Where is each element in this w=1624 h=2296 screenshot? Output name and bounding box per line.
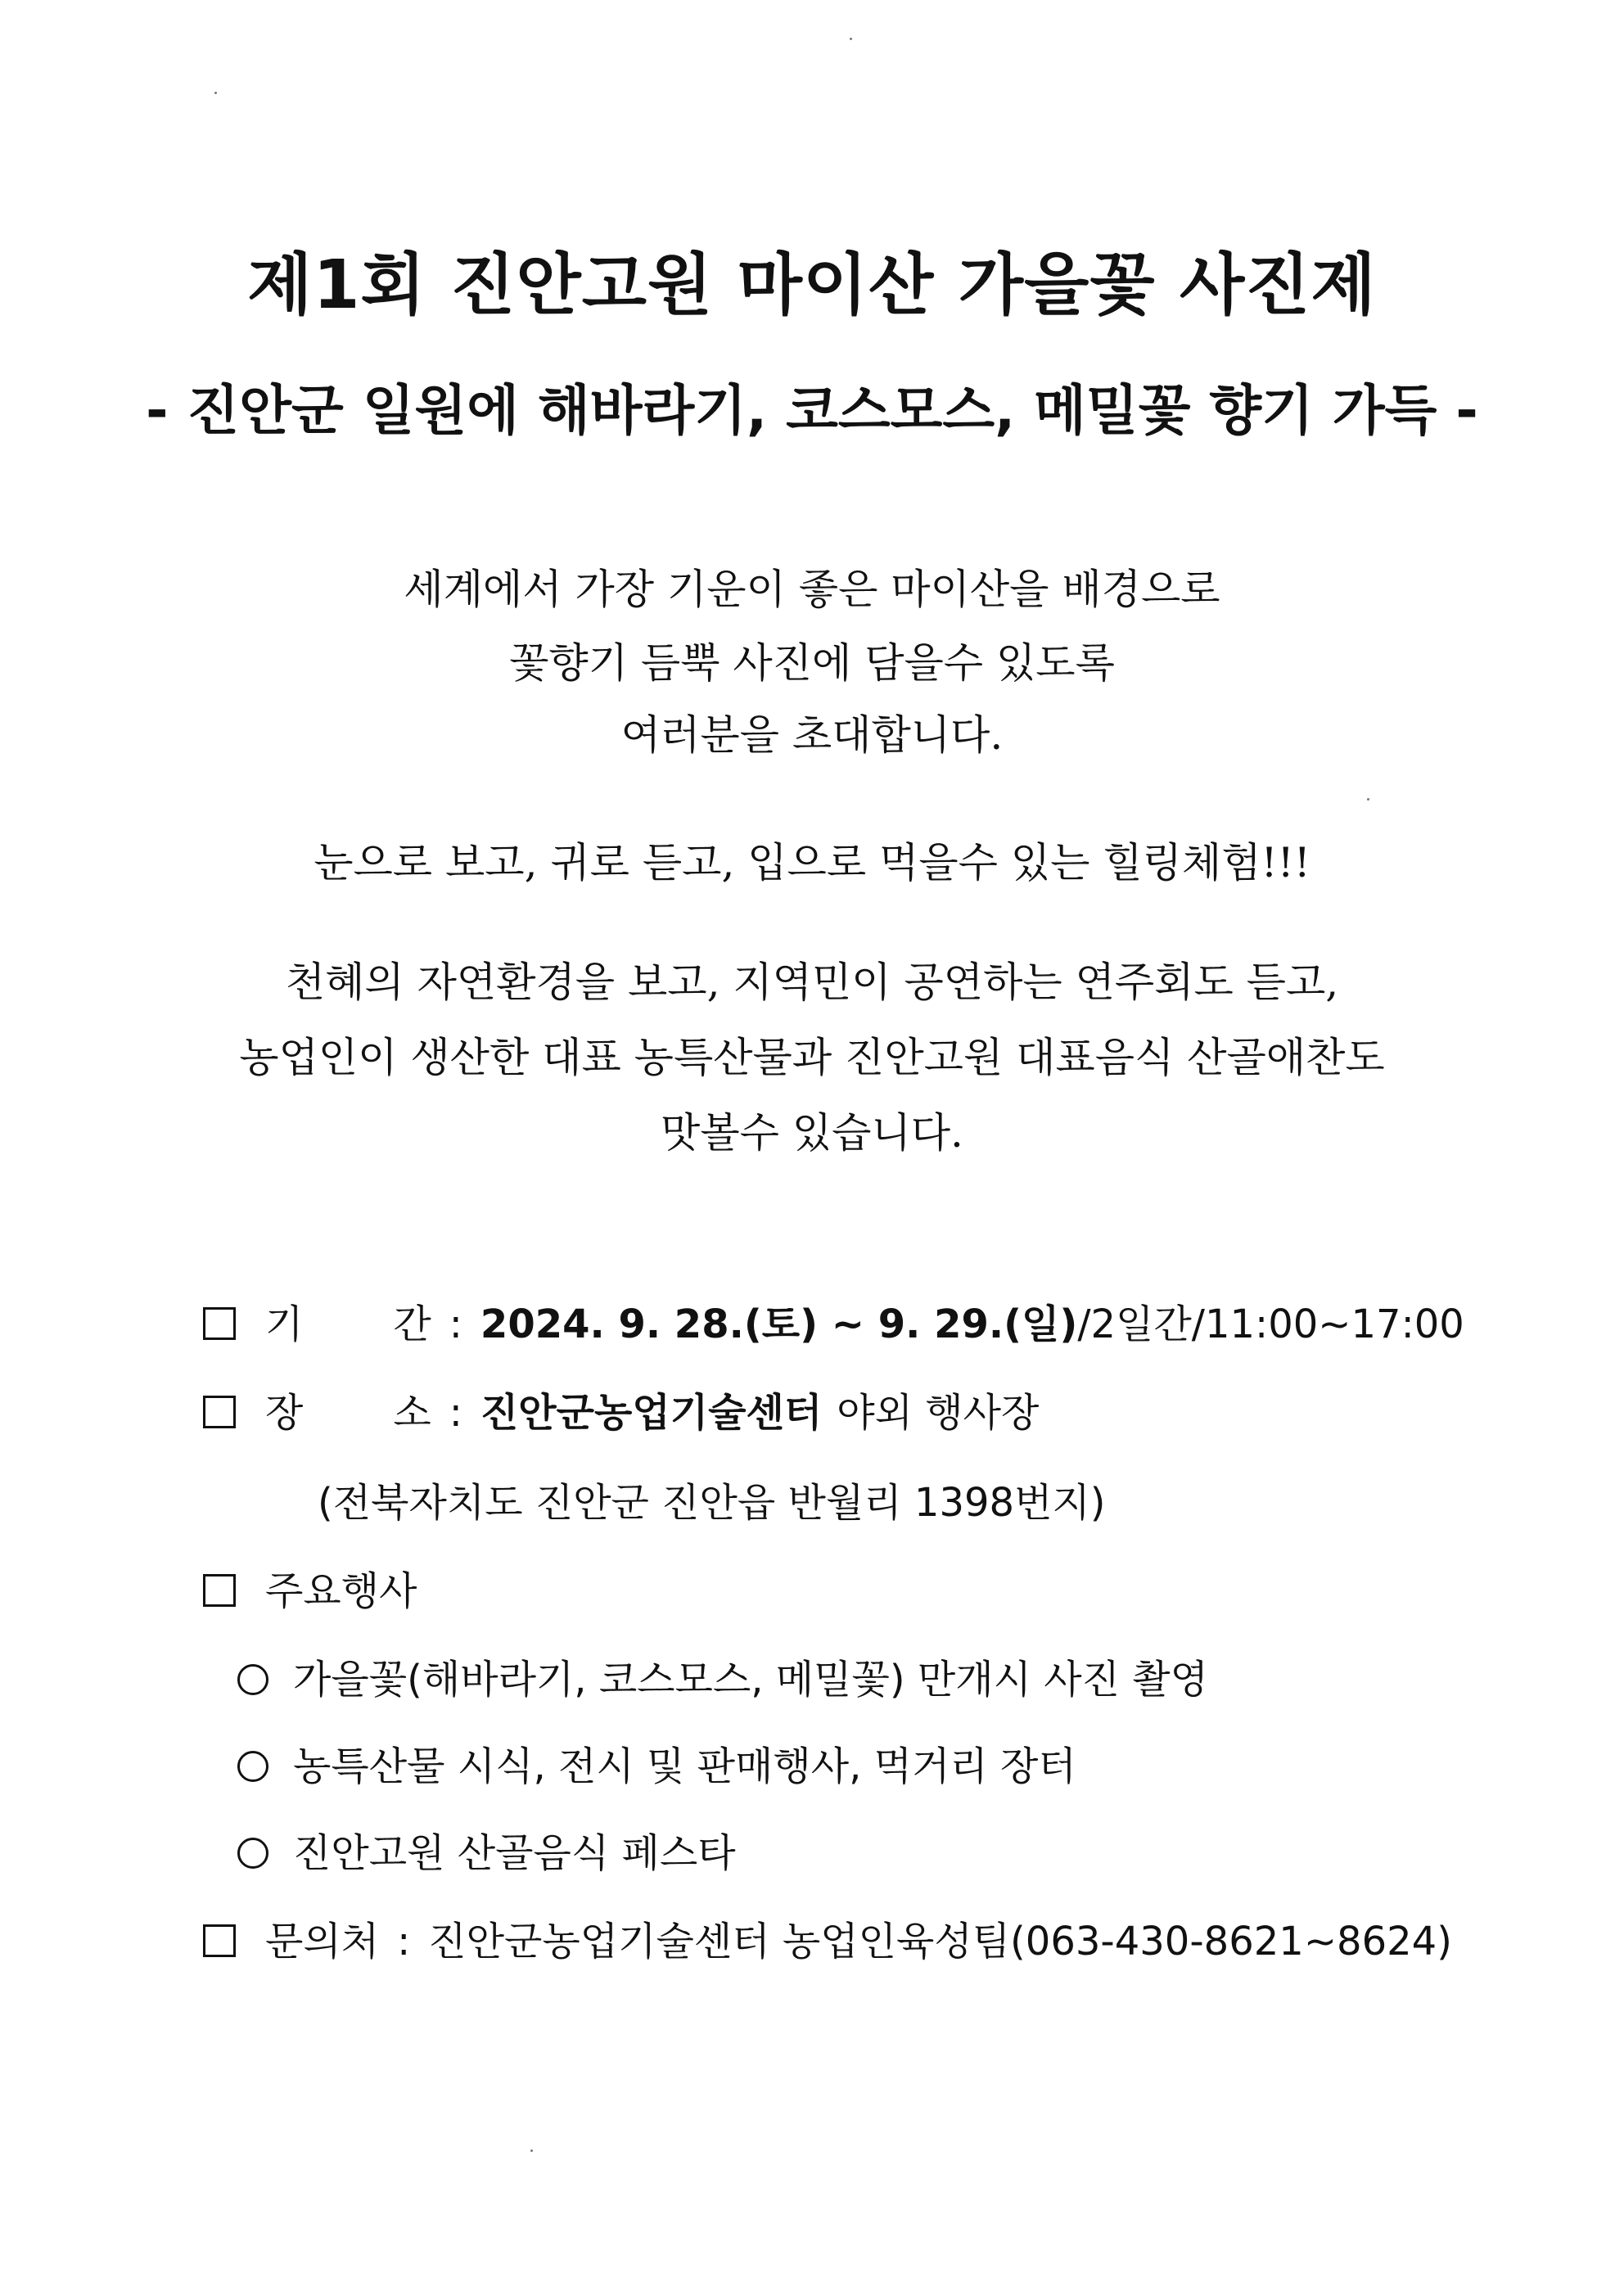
description-line-2: 농업인이 생산한 대표 농특산물과 진안고원 대표음식 산골애찬도 xyxy=(239,1034,1385,1081)
scan-speck xyxy=(530,2149,533,2152)
event-item-2: 농특산물 시식, 전시 및 판매행사, 먹거리 장터 xyxy=(293,1743,1076,1789)
checkbox-square-icon xyxy=(203,1574,236,1607)
scan-speck xyxy=(850,38,852,40)
venue-address: (전북자치도 진안군 진안읍 반월리 1398번지) xyxy=(318,1480,1106,1526)
period-row xyxy=(203,1301,1464,1349)
venue-separator: : xyxy=(449,1390,462,1436)
period-label-first: 기 xyxy=(265,1301,304,1347)
venue-detail: 야외 행사장 xyxy=(837,1390,1040,1436)
event-item-1: 가을꽃(해바라기, 코스모스, 메밀꽃) 만개시 사진 촬영 xyxy=(293,1657,1208,1703)
checkbox-square-icon xyxy=(203,1924,236,1957)
period-separator: : xyxy=(449,1301,462,1347)
intro-line-2: 꽃향기 듬뿍 사진에 담을수 있도록 xyxy=(509,639,1115,687)
list-item xyxy=(237,1830,736,1878)
contact-label: 문의처 xyxy=(265,1919,380,1964)
events-row xyxy=(203,1568,417,1616)
venue-label-last: 소 xyxy=(393,1390,431,1436)
contact-separator: : xyxy=(397,1919,411,1964)
circle-bullet-icon xyxy=(237,1838,268,1869)
contact-row xyxy=(203,1919,1452,1966)
checkbox-square-icon xyxy=(203,1396,236,1428)
intro-line-1: 세계에서 가장 기운이 좋은 마이산을 배경으로 xyxy=(404,566,1220,613)
period-duration: /2일간/11:00~17:00 xyxy=(1077,1301,1464,1347)
highlight-line: 눈으로 보고, 귀로 듣고, 입으로 먹을수 있는 힐링체험!!! xyxy=(314,839,1310,886)
venue-name: 진안군농업기술센터 xyxy=(480,1390,823,1436)
circle-bullet-icon xyxy=(237,1664,268,1695)
scan-speck xyxy=(214,92,217,94)
contact-text: 진안군농업기술센터 농업인육성팀(063-430-8621~8624) xyxy=(428,1919,1452,1964)
list-item xyxy=(237,1657,1208,1704)
events-label: 주요행사 xyxy=(265,1568,417,1614)
venue-row xyxy=(203,1390,1039,1437)
venue-label-first: 장 xyxy=(265,1390,304,1436)
intro-line-3: 여러분을 초대합니다. xyxy=(620,711,1004,759)
description-line-1: 천혜의 자연환경을 보고, 지역민이 공연하는 연주회도 듣고, xyxy=(285,959,1339,1006)
page-title: 제1회 진안고원 마이산 가을꽃 사진제 xyxy=(247,246,1377,324)
period-label-last: 간 xyxy=(393,1301,431,1347)
list-item xyxy=(237,1743,1076,1791)
circle-bullet-icon xyxy=(237,1751,268,1782)
scan-speck xyxy=(1367,798,1369,801)
description-line-3: 맛볼수 있습니다. xyxy=(661,1109,963,1157)
event-item-3: 진안고원 산골음식 페스타 xyxy=(293,1830,736,1876)
checkbox-square-icon xyxy=(203,1307,236,1340)
page-subtitle: - 진안군 일원에 해바라기, 코스모스, 메밀꽃 향기 가득 - xyxy=(146,379,1478,442)
period-dates: 2024. 9. 28.(토) ~ 9. 29.(일) xyxy=(480,1301,1078,1347)
